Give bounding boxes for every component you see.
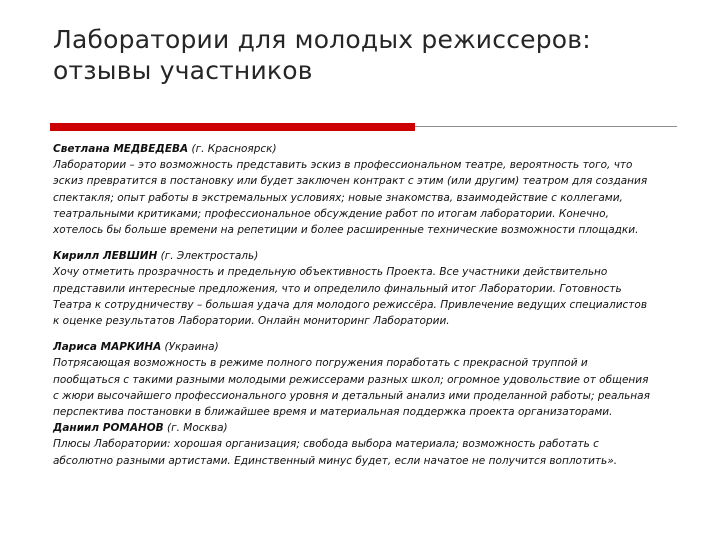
review-header	[53, 248, 678, 264]
spacer	[53, 238, 678, 248]
reviewer-place: (г. Москва)	[167, 422, 228, 435]
review-header	[53, 141, 678, 157]
review-header	[53, 339, 678, 355]
review-line: пообщаться с такими разными молодыми режиссерами разных школ; огромное удовольствие от общения	[53, 373, 649, 386]
review-line: Лаборатории – это возможность представить эскиз в профессиональном театре, вероятность того, что	[53, 159, 633, 172]
review-header	[53, 420, 678, 436]
title-line-2: отзывы участников	[53, 56, 313, 85]
review-line: Театра к сотрудничеству – большая удача для молодого режиссёра. Привлечение ведущих специалистов	[53, 298, 648, 311]
review-line: абсолютно разными артистами. Единственный минус будет, если начатое не получится воплотить».	[53, 454, 618, 467]
slide-title	[53, 24, 673, 86]
review-line: Потрясающая возможность в режиме полного погружения поработать с прекрасной труппой и	[53, 357, 588, 370]
reviewer-place: (Украина)	[164, 341, 219, 354]
reviewer-name: Даниил РОМАНОВ	[53, 422, 164, 435]
review-line: хотелось бы больше времени на репетиции и более расширенные технические возможности площадки.	[53, 224, 639, 237]
reviewer-name: Лариса МАРКИНА	[53, 341, 162, 354]
accent-bar	[50, 123, 415, 131]
divider-line	[415, 126, 677, 127]
reviewer-name: Кирилл ЛЕВШИН	[53, 250, 158, 263]
review-line: театральными критиками; профессиональное обсуждение работ по итогам лаборатории. Конечно,	[53, 207, 609, 220]
reviewer-name: Светлана МЕДВЕДЕВА	[53, 143, 189, 155]
review-line: эскиз превратится в постановку или будет заключен контракт с этим (или другим) театром для создания	[53, 175, 648, 188]
spacer	[53, 329, 678, 339]
review-line: Хочу отметить прозрачность и предельную объективность Проекта. Все участники действительно	[53, 266, 608, 279]
reviewer-place: (г. Электросталь)	[160, 250, 259, 263]
title-line-1: Лаборатории для молодых режиссеров:	[53, 25, 591, 54]
review-line: Плюсы Лаборатории: хорошая организация; свобода выбора материала; возможность работать с	[53, 438, 599, 451]
reviewer-place: (г. Красноярск)	[191, 143, 277, 155]
review-line: к оценке результатов Лаборатории. Онлайн мониторинг Лаборатории.	[53, 315, 450, 328]
review-line: спектакля; опыт работы в экстремальных условиях; новые знакомства, взаимодействие с коллегами,	[53, 191, 623, 204]
review-line: представили интересные предложения, что и определило финальный итог Лаборатории. Готовность	[53, 282, 622, 295]
review-line: с жюри высочайшего профессионального уровня и детальный анализ ими проделанной работы; реальная	[53, 389, 650, 402]
review-line: перспектива постановки в ближайшее время и материальная поддержка проекта организаторами.	[53, 406, 613, 419]
reviews-content	[53, 141, 678, 469]
